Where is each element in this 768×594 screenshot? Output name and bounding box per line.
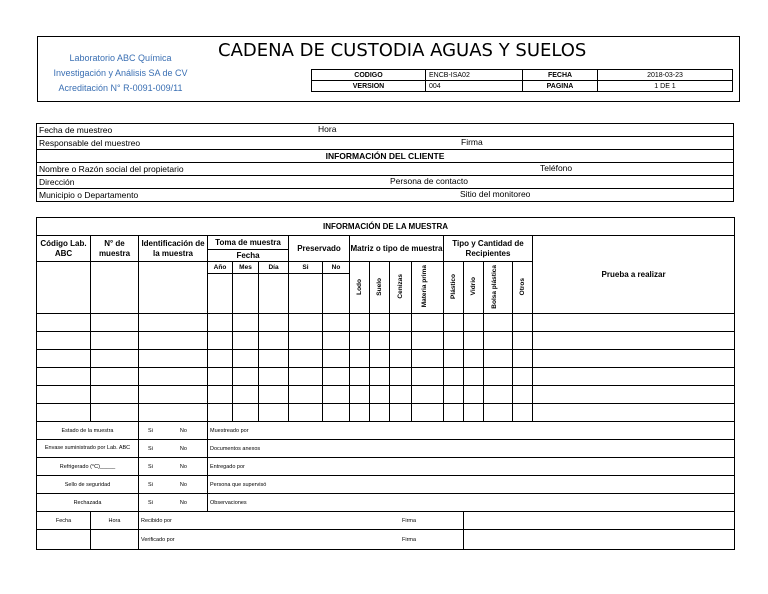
sample-cell[interactable] <box>350 404 370 422</box>
numero-spacer <box>91 262 139 314</box>
sample-cell[interactable] <box>233 314 259 332</box>
fecha-footer-blank[interactable] <box>37 530 91 550</box>
sample-cell[interactable] <box>444 350 464 368</box>
version-value: 004 <box>426 81 523 92</box>
recibido-firma-label: Firma <box>402 517 417 524</box>
direccion-label: Dirección <box>39 177 75 187</box>
col-tipo: Tipo y Cantidad de Recipientes <box>444 236 533 262</box>
sample-cell[interactable] <box>513 350 533 368</box>
col-otros <box>513 262 533 314</box>
sample-cell[interactable] <box>289 314 323 332</box>
sample-cell[interactable] <box>233 404 259 422</box>
sample-cell[interactable] <box>370 368 390 386</box>
muestreado-label: Muestreado por <box>210 427 249 434</box>
sample-cell[interactable] <box>233 332 259 350</box>
sitio-label: Sitio del monitoreo <box>460 189 531 199</box>
observaciones-field[interactable] <box>208 494 735 512</box>
sample-cell[interactable] <box>464 368 484 386</box>
col-vidrio <box>464 262 484 314</box>
sample-cell[interactable] <box>233 350 259 368</box>
sample-cell[interactable] <box>370 314 390 332</box>
sample-cell[interactable] <box>513 314 533 332</box>
sample-row <box>37 332 735 350</box>
codigo-value: ENCB-ISA02 <box>426 70 523 81</box>
envase-si[interactable] <box>139 440 208 458</box>
firma-label: Firma <box>461 137 483 147</box>
sample-cell[interactable] <box>289 368 323 386</box>
pagina-value: 1 DE 1 <box>598 81 733 92</box>
col-bolsa <box>484 262 513 314</box>
sample-cell[interactable] <box>370 404 390 422</box>
sample-cell[interactable] <box>412 404 444 422</box>
sample-cell[interactable] <box>513 386 533 404</box>
fecha-footer-label: Fecha <box>37 512 91 530</box>
verificado-firma[interactable] <box>402 530 735 550</box>
lodo-label: Lodo <box>356 278 363 295</box>
refrigerado-si[interactable] <box>139 458 208 476</box>
anio-spacer <box>208 274 233 314</box>
sample-cell[interactable] <box>390 314 412 332</box>
col-fecha: Fecha <box>208 250 289 262</box>
sample-info-header: INFORMACIÓN DE LA MUESTRA <box>37 218 735 236</box>
sample-row <box>37 386 735 404</box>
sample-cell[interactable] <box>323 332 350 350</box>
sello-si[interactable] <box>139 476 208 494</box>
bolsa-label: Bolsa plástica <box>491 264 498 309</box>
sample-cell[interactable] <box>289 332 323 350</box>
sample-cell[interactable] <box>444 314 464 332</box>
col-mes: Mes <box>233 262 259 274</box>
sample-cell[interactable] <box>390 404 412 422</box>
col-toma: Toma de muestra <box>208 236 289 250</box>
sample-cell[interactable] <box>139 350 208 368</box>
sample-cell[interactable] <box>91 350 139 368</box>
sello-label: Sello de seguridad <box>37 476 139 494</box>
client-info-header: INFORMACIÓN DEL CLIENTE <box>37 150 734 163</box>
col-matriz: Matriz o tipo de muestra <box>350 236 444 262</box>
sample-row <box>37 350 735 368</box>
sample-row <box>37 404 735 422</box>
otros-label: Otros <box>519 277 526 296</box>
vidrio-label: Vidrio <box>470 277 477 296</box>
sample-cell[interactable] <box>370 350 390 368</box>
sample-cell[interactable] <box>139 386 208 404</box>
sample-cell[interactable] <box>484 386 513 404</box>
sample-cell[interactable] <box>533 368 735 386</box>
sample-cell[interactable] <box>37 350 91 368</box>
municipio-label: Municipio o Departamento <box>39 190 139 200</box>
sample-cell[interactable] <box>323 368 350 386</box>
sample-cell[interactable] <box>208 350 233 368</box>
si-spacer <box>289 274 323 314</box>
sample-cell[interactable] <box>289 350 323 368</box>
col-anio: Año <box>208 262 233 274</box>
codigo-spacer <box>37 262 91 314</box>
sample-cell[interactable] <box>444 386 464 404</box>
sello-si-label: Si <box>148 481 153 488</box>
sample-cell[interactable] <box>513 404 533 422</box>
verificado-firma-label: Firma <box>402 536 417 543</box>
envase-label: Envase suministrado por Lab. ABC <box>37 440 139 458</box>
sample-cell[interactable] <box>412 332 444 350</box>
sample-cell[interactable] <box>323 404 350 422</box>
sample-cell[interactable] <box>513 368 533 386</box>
municipio-row[interactable] <box>37 189 734 202</box>
col-plastico <box>444 262 464 314</box>
document-meta-table <box>311 69 733 92</box>
sample-cell[interactable] <box>412 314 444 332</box>
estado-label: Estado de la muestra <box>37 422 139 440</box>
sample-cell[interactable] <box>464 404 484 422</box>
documentos-label: Documentos anexos <box>210 445 261 452</box>
sample-cell[interactable] <box>259 386 289 404</box>
sample-cell[interactable] <box>139 404 208 422</box>
sample-cell[interactable] <box>259 404 289 422</box>
materia-label: Materia prima <box>420 265 428 308</box>
supervisor-field[interactable] <box>208 476 735 494</box>
lab-accreditation: Acreditación N° R-0091-009/11 <box>58 83 183 93</box>
sample-cell[interactable] <box>37 314 91 332</box>
col-cenizas <box>390 262 412 314</box>
col-dia: Día <box>259 262 289 274</box>
hora-footer-label: Hora <box>91 512 139 530</box>
sample-cell[interactable] <box>259 350 289 368</box>
sample-cell[interactable] <box>350 332 370 350</box>
sello-no-label: No <box>179 481 187 488</box>
sample-cell[interactable] <box>533 386 735 404</box>
mes-spacer <box>233 274 259 314</box>
sample-cell[interactable] <box>484 404 513 422</box>
sample-cell[interactable] <box>139 314 208 332</box>
dia-spacer <box>259 274 289 314</box>
sample-cell[interactable] <box>208 332 233 350</box>
sample-cell[interactable] <box>91 386 139 404</box>
nombre-row[interactable] <box>37 163 734 176</box>
sample-cell[interactable] <box>350 368 370 386</box>
sample-cell[interactable] <box>37 332 91 350</box>
direccion-row[interactable] <box>37 176 734 189</box>
sample-info-table <box>36 217 735 550</box>
sample-cell[interactable] <box>208 386 233 404</box>
sample-cell[interactable] <box>412 368 444 386</box>
muestreado-field[interactable] <box>208 422 735 440</box>
sample-cell[interactable] <box>289 386 323 404</box>
col-preservado: Preservado <box>289 236 350 262</box>
sample-cell[interactable] <box>390 350 412 368</box>
sample-cell[interactable] <box>390 368 412 386</box>
sample-cell[interactable] <box>259 314 289 332</box>
estado-no-label: No <box>179 427 187 434</box>
sample-cell[interactable] <box>289 404 323 422</box>
sample-cell[interactable] <box>533 404 735 422</box>
responsable-row[interactable] <box>37 137 734 150</box>
rechazada-si[interactable] <box>139 494 208 512</box>
sample-row <box>37 368 735 386</box>
sample-cell[interactable] <box>323 386 350 404</box>
identificacion-spacer <box>139 262 208 314</box>
fecha-muestreo-row[interactable] <box>37 124 734 137</box>
col-pres-no: No <box>323 262 350 274</box>
codigo-label: CODIGO <box>312 70 426 81</box>
sample-cell[interactable] <box>139 368 208 386</box>
col-pres-si: Si <box>289 262 323 274</box>
rechazada-si-label: Si <box>148 499 153 506</box>
sample-cell[interactable] <box>533 314 735 332</box>
sample-row <box>37 314 735 332</box>
telefono-label: Teléfono <box>540 163 573 173</box>
sample-cell[interactable] <box>233 368 259 386</box>
rechazada-no-label: No <box>179 499 187 506</box>
nombre-label: Nombre o Razón social del propietario <box>39 164 184 174</box>
col-identificacion: Identificación de la muestra <box>139 236 208 262</box>
col-prueba: Prueba a realizar <box>533 236 735 314</box>
estado-si-label: Si <box>148 427 153 434</box>
pagina-label: PAGINA <box>523 81 598 92</box>
sample-cell[interactable] <box>412 386 444 404</box>
sample-cell[interactable] <box>390 386 412 404</box>
fecha-value: 2018-03-23 <box>598 70 733 81</box>
sample-cell[interactable] <box>464 332 484 350</box>
sample-cell[interactable] <box>350 386 370 404</box>
sample-cell[interactable] <box>91 332 139 350</box>
sample-cell[interactable] <box>370 386 390 404</box>
sample-cell[interactable] <box>91 404 139 422</box>
sample-cell[interactable] <box>484 314 513 332</box>
refrigerado-si-label: Si <box>148 463 153 470</box>
version-label: VERSION <box>312 81 426 92</box>
entregado-field[interactable] <box>208 458 735 476</box>
entregado-label: Entregado por <box>210 463 245 470</box>
contacto-label: Persona de contacto <box>390 176 468 186</box>
verificado-label: Verificado por <box>141 536 175 543</box>
sample-cell[interactable] <box>513 332 533 350</box>
sample-cell[interactable] <box>484 368 513 386</box>
documentos-field[interactable] <box>208 440 735 458</box>
sample-cell[interactable] <box>370 332 390 350</box>
plastico-label: Plástico <box>450 274 457 299</box>
document-header <box>37 36 740 102</box>
suelo-label: Suelo <box>376 277 383 296</box>
lab-subtitle: Investigación y Análisis SA de CV <box>53 68 188 78</box>
observaciones-label: Observaciones <box>210 499 247 506</box>
col-materia <box>412 262 444 314</box>
sample-cell[interactable] <box>484 332 513 350</box>
supervisor-label: Persona que supervisó <box>210 481 267 488</box>
sample-cell[interactable] <box>259 332 289 350</box>
sample-cell[interactable] <box>37 386 91 404</box>
lab-name: Laboratorio ABC Química <box>69 53 172 63</box>
sample-cell[interactable] <box>464 386 484 404</box>
sample-cell[interactable] <box>464 350 484 368</box>
sample-cell[interactable] <box>390 332 412 350</box>
sample-cell[interactable] <box>323 314 350 332</box>
col-codigo: Código Lab. ABC <box>37 236 91 262</box>
sample-cell[interactable] <box>208 368 233 386</box>
sample-cell[interactable] <box>464 314 484 332</box>
col-lodo <box>350 262 370 314</box>
fecha-muestreo-label: Fecha de muestreo <box>39 125 113 135</box>
refrigerado-label: Refrigerado (°C)_____ <box>37 458 139 476</box>
refrigerado-no-label: No <box>179 463 187 470</box>
sample-cell[interactable] <box>208 404 233 422</box>
recibido-firma[interactable] <box>402 512 735 530</box>
responsable-label: Responsable del muestreo <box>39 138 141 148</box>
sample-cell[interactable] <box>233 386 259 404</box>
sample-cell[interactable] <box>139 332 208 350</box>
sample-cell[interactable] <box>412 350 444 368</box>
hora-footer-blank[interactable] <box>91 530 139 550</box>
sample-cell[interactable] <box>350 350 370 368</box>
sample-cell[interactable] <box>444 368 464 386</box>
col-numero: N° de muestra <box>91 236 139 262</box>
sample-cell[interactable] <box>533 332 735 350</box>
fecha-label: FECHA <box>523 70 598 81</box>
sample-cell[interactable] <box>259 368 289 386</box>
sample-cell[interactable] <box>444 332 464 350</box>
document-title: CADENA DE CUSTODIA AGUAS Y SUELOS <box>218 40 587 61</box>
no-spacer <box>323 274 350 314</box>
rechazada-label: Rechazada <box>37 494 139 512</box>
cenizas-label: Cenizas <box>397 274 404 299</box>
sample-cell[interactable] <box>533 350 735 368</box>
sample-cell[interactable] <box>484 350 513 368</box>
sample-cell[interactable] <box>91 368 139 386</box>
envase-si-label: Si <box>148 445 153 452</box>
sample-cell[interactable] <box>37 404 91 422</box>
sample-cell[interactable] <box>444 404 464 422</box>
col-suelo <box>370 262 390 314</box>
hora-label: Hora <box>318 124 337 134</box>
sample-cell[interactable] <box>323 350 350 368</box>
estado-si[interactable] <box>139 422 208 440</box>
recibido-label: Recibido por <box>141 517 172 524</box>
envase-no-label: No <box>179 445 187 452</box>
client-info-table <box>36 123 734 202</box>
sample-cell[interactable] <box>208 314 233 332</box>
sample-cell[interactable] <box>37 368 91 386</box>
sample-cell[interactable] <box>91 314 139 332</box>
sample-cell[interactable] <box>350 314 370 332</box>
